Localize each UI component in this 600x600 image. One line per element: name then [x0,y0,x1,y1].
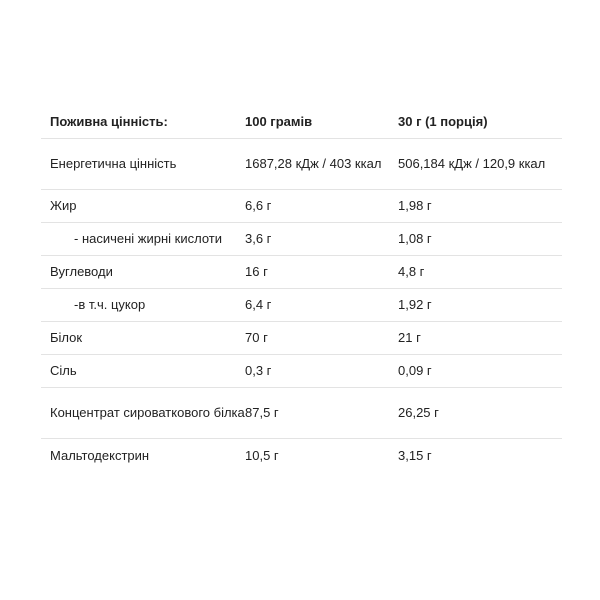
value-per-100g: 10,5 г [245,447,279,463]
value-per-100g: 87,5 г [245,405,279,420]
value-per-100g: 3,6 г [245,231,272,246]
table-row [41,355,562,388]
value-per-serving: 4,8 г [398,264,425,279]
table-header-row [41,105,562,139]
value-per-100g: 1687,28 кДж / 403 ккал [245,156,382,171]
table-row [41,223,562,256]
value-per-100g: 70 г [245,330,268,345]
table-row [41,256,562,289]
table-row [41,439,562,472]
value-per-serving: 0,09 г [398,363,432,378]
table-row [41,289,562,322]
value-per-100g: 0,3 г [245,363,272,378]
nutrient-name: Білок [50,330,83,345]
value-per-serving: 21 г [398,330,421,345]
nutrient-name: -в т.ч. цукор [74,297,146,312]
nutrient-name: Енергетична цінність [50,156,177,171]
table-row [41,322,562,355]
table-row [41,190,562,223]
header-per-100g: 100 грамів [245,113,313,129]
nutrient-name: Жир [50,198,77,213]
nutrient-name: Вуглеводи [50,264,113,279]
nutrient-name: Мальтодекстрин [50,447,150,463]
value-per-serving: 3,15 г [398,447,432,463]
value-per-100g: 6,6 г [245,198,272,213]
value-per-100g: 6,4 г [245,297,272,312]
nutrient-name: - насичені жирні кислоти [74,231,223,246]
table-row [41,388,562,439]
nutrition-table [41,105,562,472]
value-per-serving: 1,92 г [398,297,432,312]
nutrient-name: Сіль [50,363,77,378]
value-per-100g: 16 г [245,264,268,279]
header-per-serving: 30 г (1 порція) [398,113,488,129]
value-per-serving: 26,25 г [398,405,439,420]
nutrient-name: Концентрат сироваткового білка [50,405,245,420]
value-per-serving: 506,184 кДж / 120,9 ккал [398,156,546,171]
value-per-serving: 1,08 г [398,231,432,246]
header-nutrition: Поживна цінність: [50,113,168,129]
value-per-serving: 1,98 г [398,198,432,213]
table-row [41,139,562,190]
